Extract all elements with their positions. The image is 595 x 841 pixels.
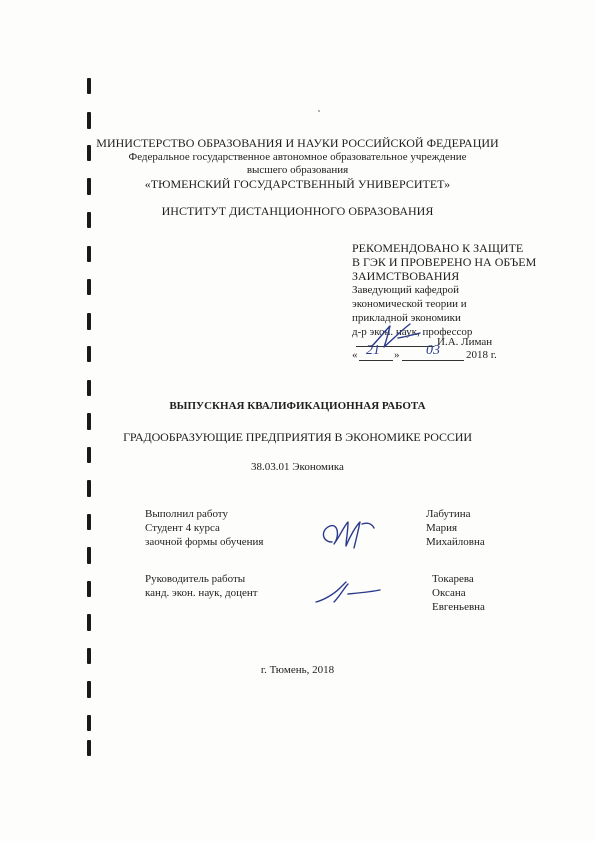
work-type-title: ВЫПУСКНАЯ КВАЛИФИКАЦИОННАЯ РАБОТА	[169, 400, 426, 412]
scan-speck	[318, 110, 320, 112]
approval-department-line-2: прикладной экономики	[352, 312, 461, 324]
approval-degree: д-р экон. наук, профессор	[352, 326, 473, 338]
date-month-underline	[402, 360, 464, 361]
approval-date-close-quote: »	[394, 349, 400, 361]
university-name: «ТЮМЕНСКИЙ ГОСУДАРСТВЕННЫЙ УНИВЕРСИТЕТ»	[144, 177, 451, 191]
binding-mark	[87, 346, 91, 362]
approval-date-day: 21	[366, 343, 380, 358]
thesis-topic: ГРАДООБРАЗУЮЩИЕ ПРЕДПРИЯТИЯ В ЭКОНОМИКЕ РОССИИ	[123, 430, 472, 444]
binding-mark	[87, 279, 91, 295]
student-role-line-1: Выполнил работу	[145, 508, 228, 520]
binding-mark	[87, 614, 91, 631]
city-year: г. Тюмень, 2018	[260, 664, 335, 676]
binding-mark	[87, 78, 91, 94]
student-signature	[318, 512, 378, 552]
binding-mark	[87, 547, 91, 564]
approval-date-open-quote: «	[352, 349, 358, 361]
student-role-line-2: Студент 4 курса	[145, 522, 220, 534]
binding-mark	[87, 480, 91, 497]
student-role-line-3: заочной формы обучения	[145, 536, 264, 548]
binding-mark	[87, 581, 91, 597]
institution-type-line-2: высшего образования	[246, 164, 349, 176]
student-last-name: Лабутина	[426, 508, 471, 520]
approval-date-month: 03	[426, 343, 440, 358]
approval-signer-name: И.А. Лиман	[437, 336, 493, 348]
approval-department-line-1: экономической теории и	[352, 298, 467, 310]
supervisor-role-line-2: канд. экон. наук, доцент	[145, 587, 258, 599]
approval-line-3: ЗАИМСТВОВАНИЯ	[352, 269, 460, 283]
specialty-code: 38.03.01 Экономика	[251, 461, 344, 473]
supervisor-role-line-1: Руководитель работы	[145, 573, 246, 585]
student-first-name: Мария	[426, 522, 458, 534]
approval-line-2: В ГЭК И ПРОВЕРЕНО НА ОБЪЕМ	[352, 255, 537, 269]
student-patronymic: Михайловна	[426, 536, 485, 548]
binding-mark	[87, 715, 91, 731]
binding-mark	[87, 514, 91, 530]
supervisor-signature	[312, 578, 384, 608]
date-day-underline	[359, 360, 393, 361]
supervisor-last-name: Токарева	[432, 573, 474, 585]
binding-mark	[87, 313, 91, 330]
institution-type-line-1: Федеральное государственное автономное образовательное учреждение	[128, 151, 467, 163]
binding-mark	[87, 681, 91, 698]
binding-mark	[87, 246, 91, 262]
binding-mark	[87, 112, 91, 129]
ministry-heading: МИНИСТЕРСТВО ОБРАЗОВАНИЯ И НАУКИ РОССИЙСКОЙ ФЕДЕРАЦИИ	[96, 136, 499, 150]
approval-department-head: Заведующий кафедрой	[352, 284, 459, 296]
binding-mark	[87, 380, 91, 396]
approval-line-1: РЕКОМЕНДОВАНО К ЗАЩИТЕ	[352, 241, 524, 255]
supervisor-patronymic: Евгеньевна	[432, 601, 485, 613]
binding-mark	[87, 413, 91, 430]
supervisor-first-name: Оксана	[432, 587, 466, 599]
binding-mark	[87, 648, 91, 664]
institute-name: ИНСТИТУТ ДИСТАНЦИОННОГО ОБРАЗОВАНИЯ	[161, 204, 434, 218]
binding-mark	[87, 740, 91, 756]
approval-date-year: 2018 г.	[466, 349, 497, 361]
